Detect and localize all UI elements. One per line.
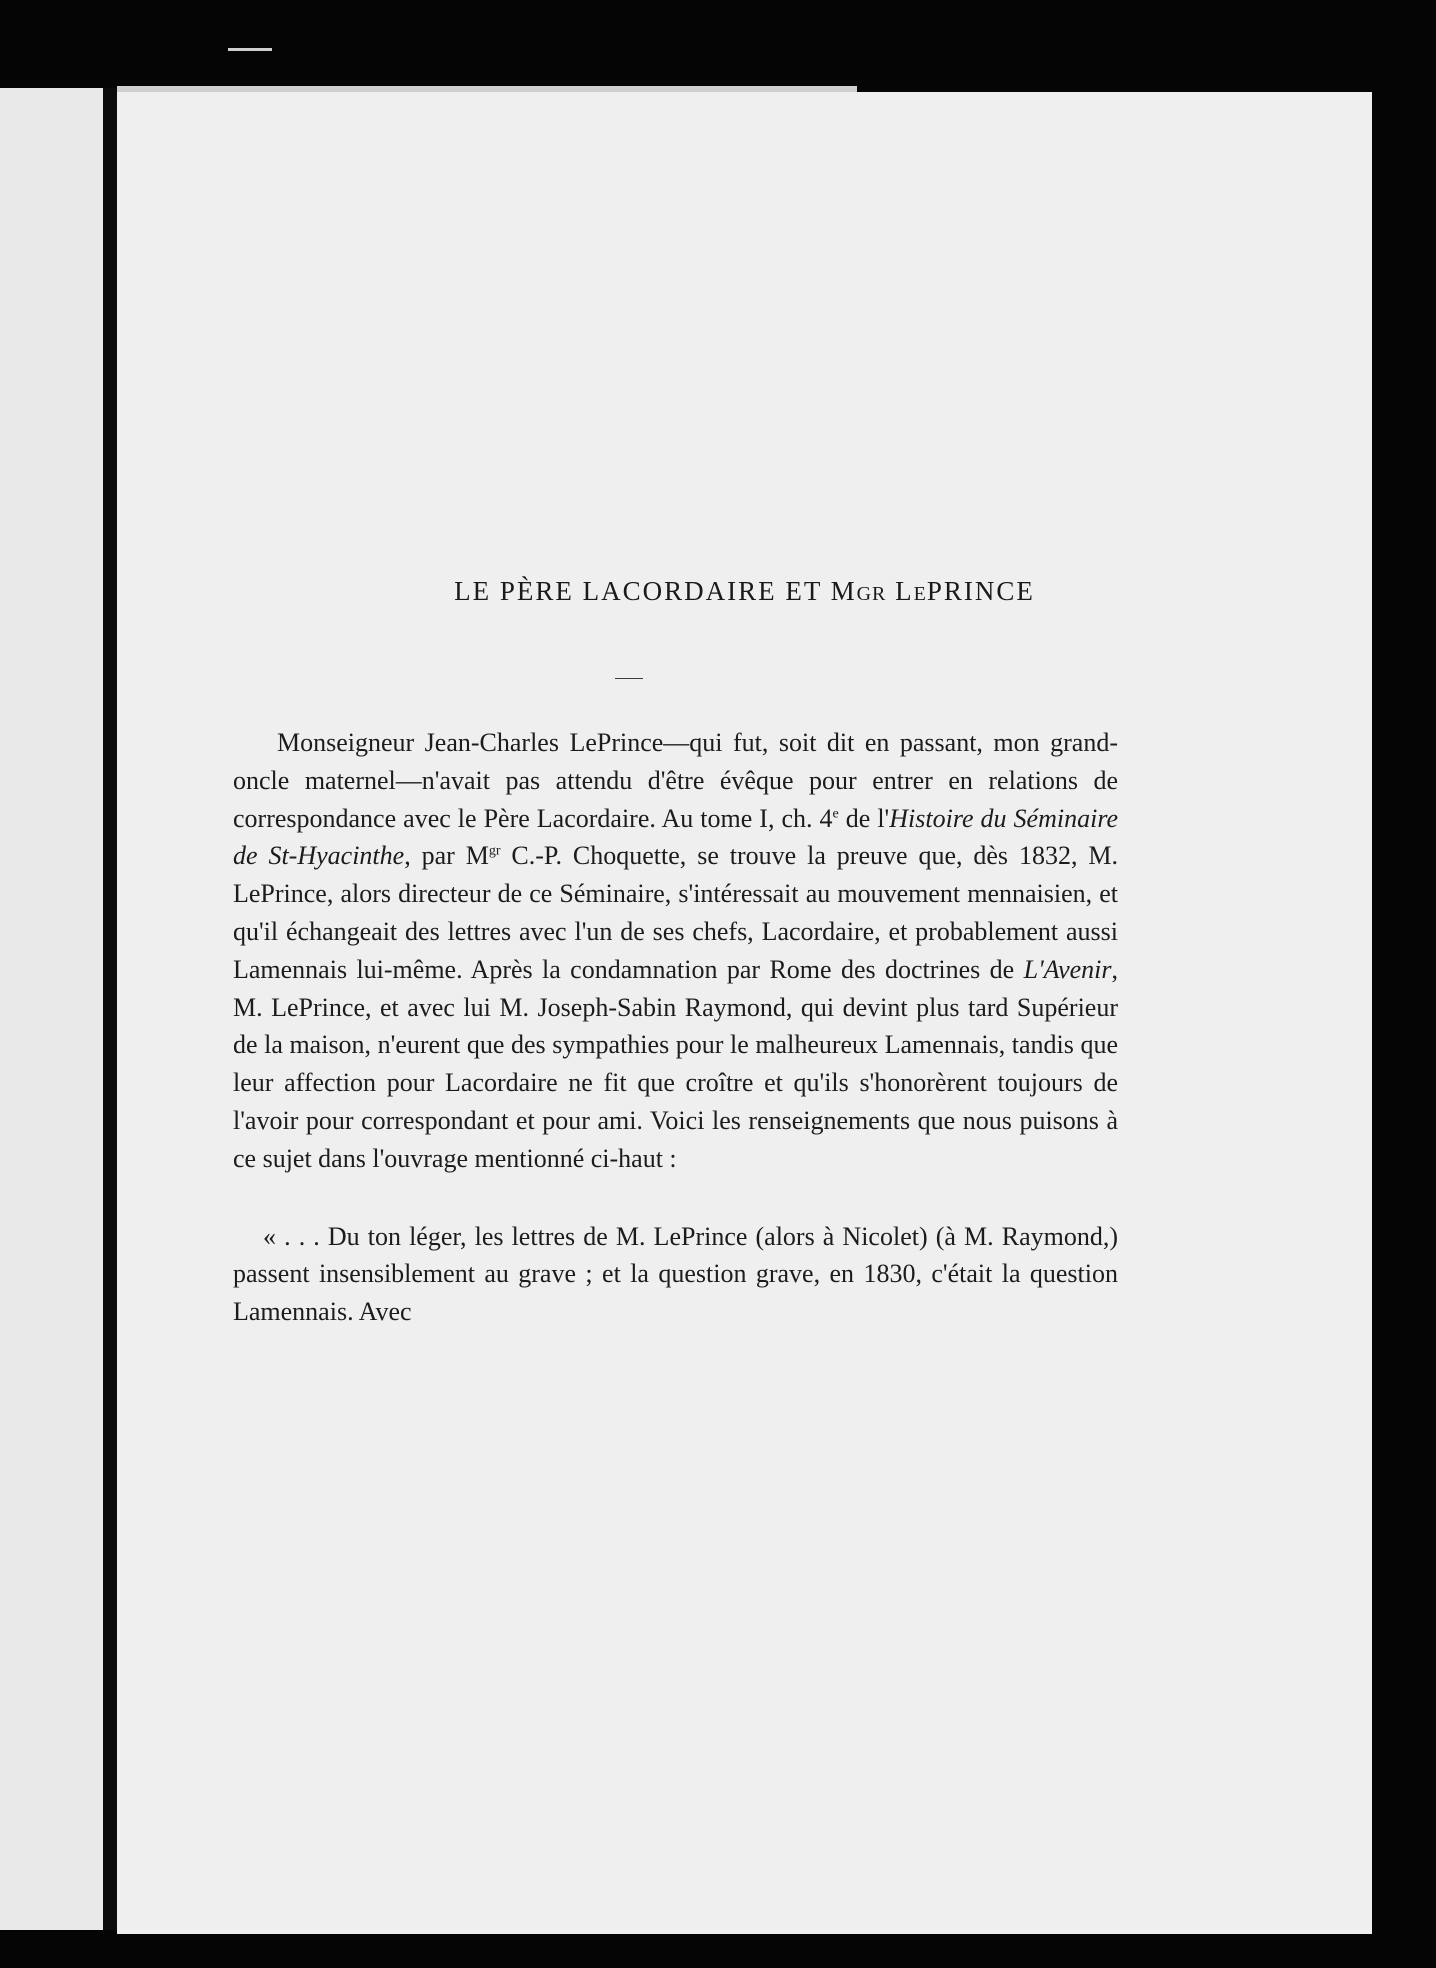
title-part: PRINCE xyxy=(926,576,1035,606)
title-part: L xyxy=(886,576,914,606)
book-title: Histoire du Séminaire de St-Hyacinthe xyxy=(233,803,1119,871)
text-segment: de l' xyxy=(838,803,890,833)
superscript: gr xyxy=(488,843,501,859)
body-text xyxy=(233,724,1118,1331)
title-part: GR xyxy=(856,583,887,605)
text-segment: Monseigneur Jean-Charles LePrince—qui fut, soit dit en passant, mon grand-oncle maternel—n'avait pas attendu d'être évêque pour entrer en relations de correspondance avec le Père Lacordaire. Au tome I, ch. 4 xyxy=(233,728,1118,833)
journal-title: L'Avenir xyxy=(1023,954,1112,984)
left-page-edge xyxy=(0,88,106,1930)
text-segment: C.-P. Choquette, se trouve la preuve que, dès 1832, M. LePrince, alors directeur de ce Séminaire, s'intéressait au mouvement mennaisien, et qu'il échangeait des lettres avec l'un de ses chefs, Lacordaire, et probablement aussi Lamennais lui-même. Après la condamnation par Rome des doctrines de xyxy=(233,841,1118,984)
paragraph-quote: « . . . Du ton léger, les lettres de M. LePrince (alors à Nicolet) (à M. Raymond,) passent insensiblement au grave ; et la question grave, en 1830, c'était la question Lamennais. Avec xyxy=(233,1221,1118,1327)
text-segment: , M. LePrince, et avec lui M. Joseph-Sabin Raymond, qui devint plus tard Supérieur de la maison, n'eurent que des sympathies pour le malheureux Lamennais, tandis que leur affection pour Lacordaire ne fit que croître et qu'ils s'honorèrent toujours de l'avoir pour correspondant et pour ami. Voici les renseignements que nous puisons à ce sujet dans l'ouvrage mentionné ci-haut : xyxy=(233,954,1118,1173)
paragraph-intro xyxy=(233,724,1118,1178)
chapter-title xyxy=(117,576,1372,607)
title-part: LE PÈRE LACORDAIRE ET M xyxy=(454,576,857,606)
scan-mark xyxy=(228,48,272,51)
title-divider xyxy=(615,678,643,679)
page-gutter xyxy=(103,88,117,1930)
title-part: E xyxy=(913,583,927,605)
text-segment: , par M xyxy=(404,841,489,871)
superscript: e xyxy=(832,805,839,821)
document-page xyxy=(117,92,1372,1934)
